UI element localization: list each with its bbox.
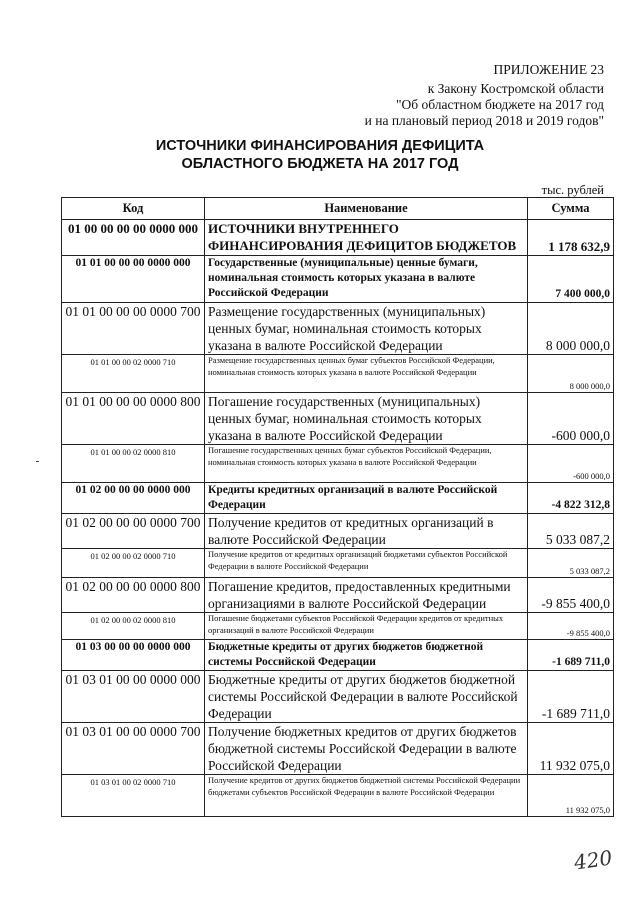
row-name: Кредиты кредитных организаций в валюте Российской Федерации [205, 483, 528, 514]
row-sum: -1 689 711,0 [528, 671, 614, 723]
header-sum: Сумма [528, 198, 614, 220]
row-name: Получение кредитов от кредитных организаций бюджетами субъектов Российской Федерации в валюте Российской Федерации [205, 549, 528, 578]
table-row [62, 775, 614, 817]
row-name: Погашение кредитов, предоставленных кредитными организациями в валюте Российской Федерации [205, 578, 528, 613]
page-title-line2: ОБЛАСТНОГО БЮДЖЕТА НА 2017 ГОД [181, 156, 459, 172]
row-sum: -9 855 400,0 [528, 613, 614, 640]
row-code: 01 03 01 00 00 0000 000 [62, 671, 205, 723]
row-code: 01 02 00 00 02 0000 810 [62, 613, 205, 640]
row-name: Погашение государственных ценных бумаг субъектов Российской Федерации, номинальная стоимость которых указана в валюте Российской Федерации [205, 445, 528, 483]
row-sum: 8 000 000,0 [528, 303, 614, 355]
page-title-line1: ИСТОЧНИКИ ФИНАНСИРОВАНИЯ ДЕФИЦИТА [155, 138, 485, 154]
row-sum: -600 000,0 [528, 445, 614, 483]
row-sum: -9 855 400,0 [528, 578, 614, 613]
table-row [62, 220, 614, 256]
table-row [62, 671, 614, 723]
appendix-label: ПРИЛОЖЕНИЕ 23 [493, 62, 604, 77]
row-name: ИСТОЧНИКИ ВНУТРЕННЕГО ФИНАНСИРОВАНИЯ ДЕФИЦИТОВ БЮДЖЕТОВ [205, 220, 528, 256]
row-code: 01 02 00 00 02 0000 710 [62, 549, 205, 578]
row-code: 01 03 01 00 00 0000 700 [62, 723, 205, 775]
table-row [62, 303, 614, 355]
row-sum: -600 000,0 [528, 393, 614, 445]
row-sum: -4 822 312,8 [528, 483, 614, 514]
row-code: 01 02 00 00 00 0000 000 [62, 483, 205, 514]
row-code: 01 00 00 00 00 0000 000 [62, 220, 205, 256]
row-sum: -1 689 711,0 [528, 640, 614, 671]
table-row [62, 613, 614, 640]
row-name: Бюджетные кредиты от других бюджетов бюджетной системы Российской Федерации [205, 640, 528, 671]
row-sum: 8 000 000,0 [528, 355, 614, 393]
law-period: и на плановый период 2018 и 2019 годов" [364, 113, 604, 128]
law-title: "Об областном бюджете на 2017 год [396, 97, 604, 112]
row-name: Государственные (муниципальные) ценные бумаги, номинальная стоимость которых указана в валюте Российской Федерации [205, 256, 528, 303]
table-row [62, 723, 614, 775]
row-sum: 5 033 087,2 [528, 514, 614, 549]
table-row [62, 445, 614, 483]
scan-speck [36, 461, 39, 462]
page-number: 420 [572, 845, 614, 875]
header-code: Код [62, 198, 205, 220]
table-row [62, 549, 614, 578]
row-sum: 1 178 632,9 [528, 220, 614, 256]
row-code: 01 01 00 00 00 0000 700 [62, 303, 205, 355]
row-code: 01 01 00 00 00 0000 000 [62, 256, 205, 303]
row-code: 01 02 00 00 00 0000 700 [62, 514, 205, 549]
row-name: Размещение государственных ценных бумаг субъектов Российской Федерации, номинальная стоимость которых указана в валюте Российской Федерации [205, 355, 528, 393]
table-row [62, 514, 614, 549]
row-name: Размещение государственных (муниципальных) ценных бумаг, номинальная стоимость которых указана в валюте Российской Федерации [205, 303, 528, 355]
row-code: 01 02 00 00 00 0000 800 [62, 578, 205, 613]
row-name: Получение кредитов от других бюджетов бюджетной системы Российской Федерации бюджетами субъектов Российской Федерации в валюте Российской Федерации [205, 775, 528, 817]
row-sum: 11 932 075,0 [528, 723, 614, 775]
row-code: 01 03 00 00 00 0000 000 [62, 640, 205, 671]
row-sum: 7 400 000,0 [528, 256, 614, 303]
table-row [62, 393, 614, 445]
sources-table [61, 197, 614, 817]
row-sum: 11 932 075,0 [528, 775, 614, 817]
row-sum: 5 033 087,2 [528, 549, 614, 578]
table-row [62, 355, 614, 393]
row-name: Бюджетные кредиты от других бюджетов бюджетной системы Российской Федерации в валюте Российской Федерации [205, 671, 528, 723]
row-code: 01 03 01 00 02 0000 710 [62, 775, 205, 817]
table-row [62, 640, 614, 671]
law-reference: к Закону Костромской области [427, 81, 604, 96]
row-code: 01 01 00 00 02 0000 810 [62, 445, 205, 483]
row-name: Погашение государственных (муниципальных) ценных бумаг, номинальная стоимость которых указана в валюте Российской Федерации [205, 393, 528, 445]
table-row [62, 578, 614, 613]
header-name: Наименование [205, 198, 528, 220]
row-name: Получение бюджетных кредитов от других бюджетов бюджетной системы Российской Федерации в валюте Российской Федерации [205, 723, 528, 775]
table-row [62, 483, 614, 514]
units-label: тыс. рублей [541, 183, 604, 197]
row-name: Получение кредитов от кредитных организаций в валюте Российской Федерации [205, 514, 528, 549]
row-code: 01 01 00 00 02 0000 710 [62, 355, 205, 393]
row-code: 01 01 00 00 00 0000 800 [62, 393, 205, 445]
table-row [62, 256, 614, 303]
row-name: Погашение бюджетами субъектов Российской Федерации кредитов от кредитных организаций в валюте Российской Федерации [205, 613, 528, 640]
